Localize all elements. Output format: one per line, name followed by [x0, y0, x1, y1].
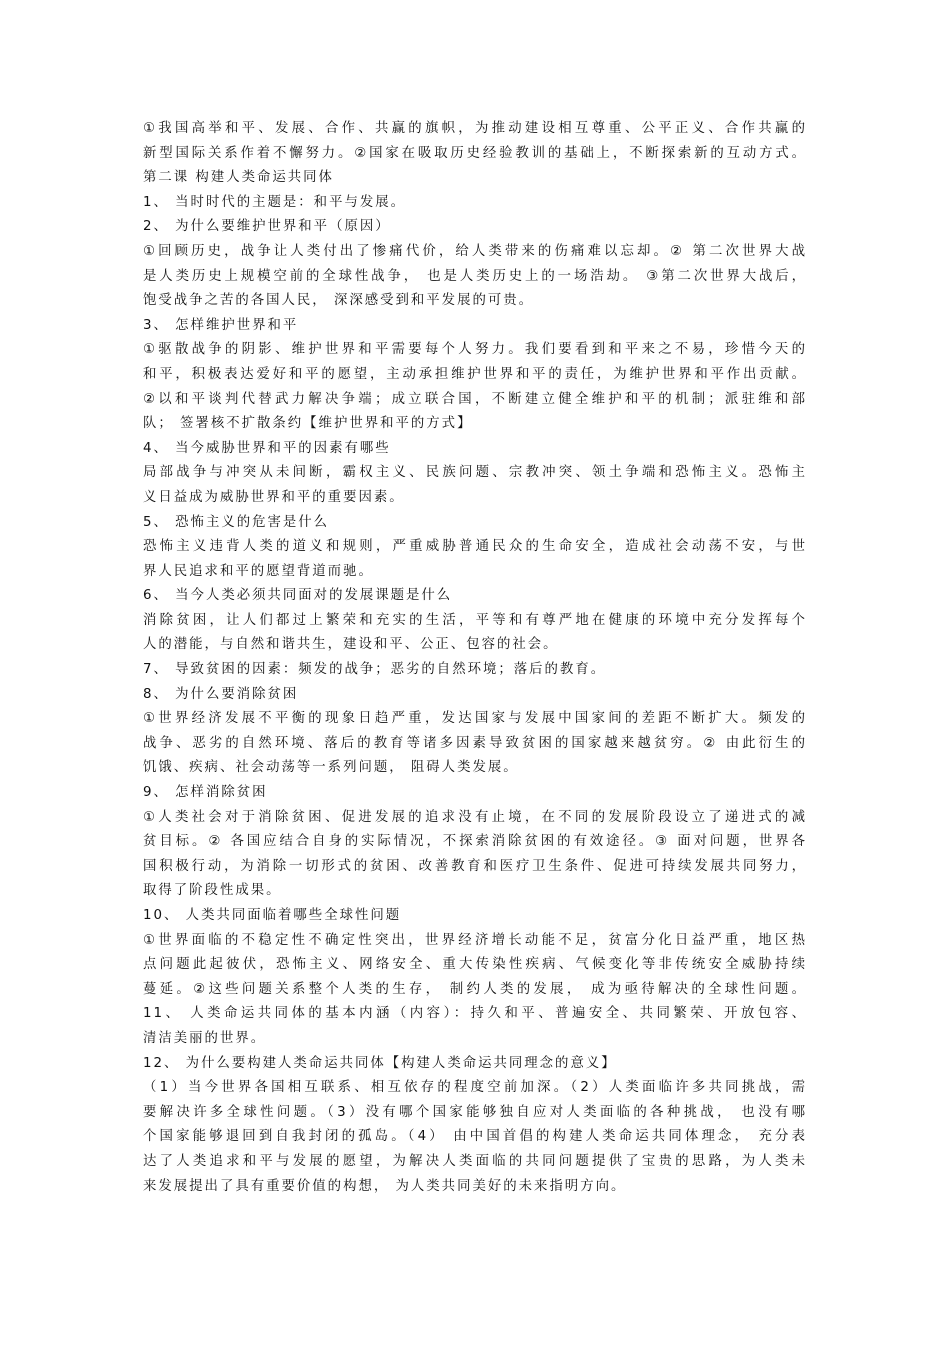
text-line: 10、 人类共同面临着哪些全球性问题: [143, 908, 402, 923]
text-line: 12、 为什么要构建人类命运共同体【构建人类命运共同理念的意义】: [143, 1055, 617, 1071]
text-line: 蔓延。②这些问题关系整个人类的生存， 制约人类的发展， 成为亟待解决的全球性问题。: [143, 981, 807, 997]
text-line: 是人类历史上规模空前的全球性战争， 也是人类历史上的一场浩劫。 ③第二次世界大战后，: [143, 268, 807, 284]
text-line: 和平，积极表达爱好和平的愿望，主动承担维护世界和平的责任，为维护世界和平作出贡献。: [143, 366, 807, 382]
document-body: [143, 117, 807, 1199]
text-line: 国积极行动，为消除一切形式的贫困、改善教育和医疗卫生条件、促进可持续发展共同努力，: [143, 858, 807, 874]
text-line: 义日益成为威胁世界和平的重要因素。: [143, 489, 405, 505]
text-line: 界人民追求和平的愿望背道而驰。: [143, 563, 374, 579]
text-line: ②以和平谈判代替武力解决争端；成立联合国，不断建立健全维护和平的机制；派驻维和部: [143, 391, 807, 407]
text-line: 达了人类追求和平与发展的愿望，为解决人类面临的共同问题提供了宝贵的思路，为人类未: [143, 1153, 807, 1169]
text-line: 战争、恶劣的自然环境、落后的教育等诸多因素导致贫困的国家越来越贫穷。② 由此衍生的: [143, 735, 807, 751]
text-line: ①世界面临的不稳定性不确定性突出，世界经济增长动能不足，贫富分化日益严重，地区热: [143, 932, 807, 948]
text-line: 清洁美丽的世界。: [143, 1030, 267, 1046]
text-line: 点问题此起彼伏，恐怖主义、网络安全、重大传染性疾病、气候变化等非传统安全威胁持续: [143, 957, 807, 973]
text-line: 1、 当时时代的主题是：和平与发展。: [143, 194, 407, 210]
text-line: 取得了阶段性成果。: [143, 883, 282, 899]
text-line: 2、 为什么要维护世界和平（原因）: [143, 219, 391, 235]
text-line: 队； 签署核不扩散条约【维护世界和平的方式】: [143, 416, 473, 432]
text-line: 个国家能够退回到自我封闭的孤岛。（4） 由中国首倡的构建人类命运共同体理念， 充分表: [143, 1129, 807, 1145]
text-line: 第二课 构建人类命运共同体: [143, 170, 334, 186]
text-line: 局部战争与冲突从未间断，霸权主义、民族问题、宗教冲突、领土争端和恐怖主义。恐怖主: [143, 465, 807, 481]
text-line: 消除贫困，让人们都过上繁荣和充实的生活，平等和有尊严地在健康的环境中充分发挥每个: [143, 612, 807, 628]
text-line: ①回顾历史，战争让人类付出了惨痛代价，给人类带来的伤痛难以忘却。② 第二次世界大战: [143, 243, 807, 259]
text-line: 贫目标。② 各国应结合自身的实际情况，不探索消除贫困的有效途径。③ 面对问题，世界各: [143, 834, 807, 850]
text-line: 7、 导致贫困的因素：频发的战争；恶劣的自然环境；落后的教育。: [143, 662, 607, 678]
text-line: 9、 怎样消除贫困: [143, 785, 268, 801]
text-line: 恐怖主义违背人类的道义和规则，严重威胁普通民众的生命安全，造成社会动荡不安，与世: [143, 539, 807, 555]
text-line: 人的潜能，与自然和谐共生，建设和平、公正、包容的社会。: [143, 637, 559, 653]
text-line: 5、 恐怖主义的危害是什么: [143, 514, 330, 530]
text-line: 新型国际关系作着不懈努力。②国家在吸取历史经验教训的基础上，不断探索新的互动方式。: [143, 145, 807, 161]
text-line: 来发展提出了具有重要价值的构想， 为人类共同美好的未来指明方向。: [143, 1178, 627, 1194]
text-line: 6、 当今人类必须共同面对的发展课题是什么: [143, 588, 453, 604]
text-line: （1）当今世界各国相互联系、相互依存的程度空前加深。（2）人类面临许多共同挑战，需: [143, 1080, 807, 1096]
text-line: 饥饿、疾病、社会动荡等一系列问题， 阻碍人类发展。: [143, 760, 519, 776]
text-line: 4、 当今威胁世界和平的因素有哪些: [143, 440, 391, 456]
text-line: ①我国高举和平、发展、合作、共赢的旗帜，为推动建设相互尊重、公平正义、合作共赢的: [143, 121, 807, 136]
text-line: 饱受战争之苦的各国人民， 深深感受到和平发展的可贵。: [143, 293, 535, 309]
text-line: 要解决许多全球性问题。（3）没有哪个国家能够独自应对人类面临的各种挑战， 也没有哪: [143, 1104, 807, 1120]
text-line: 3、 怎样维护世界和平: [143, 317, 299, 333]
text-line: ①人类社会对于消除贫困、促进发展的追求没有止境，在不同的发展阶段设立了递进式的减: [143, 809, 807, 825]
text-line: ①驱散战争的阴影、维护世界和平需要每个人努力。我们要看到和平来之不易，珍惜今天的: [143, 342, 807, 358]
text-line: 8、 为什么要消除贫困: [143, 686, 299, 702]
text-line: ①世界经济发展不平衡的现象日趋严重，发达国家与发展中国家间的差距不断扩大。频发的: [143, 711, 807, 727]
text-line: 11、 人类命运共同体的基本内涵（内容）：持久和平、普遍安全、共同繁荣、开放包容、: [143, 1006, 807, 1022]
